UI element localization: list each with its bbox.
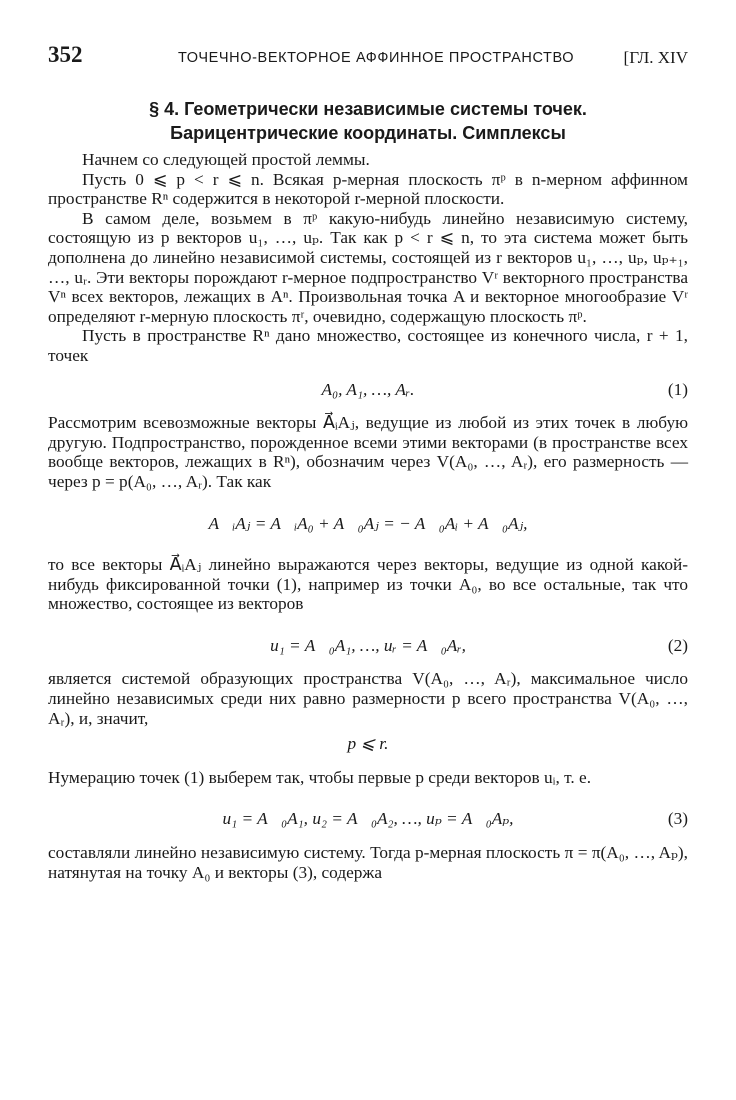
paragraph-lemma: Пусть 0 ⩽ p < r ⩽ n. Всякая p-мерная плоскость πᵖ в n-мерном аффинном пространстве Rⁿ содержится в некоторой r-мерной плоскости. [48,169,688,209]
equation-1 [48,380,688,400]
running-title: ТОЧЕЧНО-ВЕКТОРНОЕ АФФИННОЕ ПРОСТРАНСТВО [178,50,575,66]
page-header [48,42,688,76]
equation-3-body: u₁ = A⃗₀A₁, u₂ = A⃗₀A₂, …, uₚ = A⃗₀Aₚ, [222,809,514,829]
equation-2 [48,636,688,656]
body-text [48,150,688,882]
section-title-line-2: Барицентрические координаты. Симплексы [170,123,566,143]
equation-2-body: u₁ = A⃗₀A₁, …, uᵣ = A⃗₀Aᵣ, [270,635,466,655]
paragraph-generators: является системой образующих пространства V(A₀, …, Aᵣ), максимальное число линейно независимых среди них равно размерности p всего пространства V(A₀, …, Aᵣ), и, значит, [48,669,688,728]
section-title [48,97,688,145]
equation-1-number: (1) [667,379,688,399]
chapter-label: [ГЛ. XIV [623,48,688,67]
equation-inequality-body: p ⩽ r. [347,734,389,754]
paragraph-linear-expression: то все векторы A⃗ᵢAⱼ линейно выражаются через векторы, ведущие из одной какой-нибудь фиксированной точки (1), например из точки A₀, во все остальные, так что множество, состоящее из векторов [48,555,688,614]
equation-inequality [48,734,688,754]
section-title-line-1: § 4. Геометрически независимые системы точек. [149,99,587,119]
page-number: 352 [48,42,83,67]
equation-vector-identity [48,514,688,534]
paragraph-vectors: Рассмотрим всевозможные векторы A⃗ᵢAⱼ, ведущие из любой из этих точек в любую другую. Подпространство, порожденное всеми этими векторами (в пространстве всех вообще векторов, лежащих в Rⁿ), обозначим через V(A₀, …, Aᵣ), его размерность — через p = p(A₀, …, Aᵣ). Так как [48,413,688,491]
paragraph-numbering: Нумерацию точек (1) выберем так, чтобы первые p среди векторов uᵢ, т. е. [48,767,592,787]
equation-1-body: A₀, A₁, …, Aᵣ. [321,379,415,399]
paragraph-points: Пусть в пространстве Rⁿ дано множество, состоящее из конечного числа, r + 1, точек [48,326,688,365]
paragraph-intro: Начнем со следующей простой леммы. [82,150,370,169]
paragraph-proof: В самом деле, возьмем в πᵖ какую-нибудь линейно независимую систему, состоящую из p векторов u₁, …, uₚ. Так как p < r ⩽ n, то эта система может быть дополнена до линейно независимой системы, состоящей из r векторов u₁, …, uₚ, uₚ₊₁, …, uᵣ. Эти векторы порождают r-мерное подпространство Vʳ векторного пространства Vⁿ всех векторов, лежащих в Aⁿ. Произвольная точка A и векторное многообразие Vʳ определяют r-мерную плоскость πʳ, очевидно, содержащую плоскость πᵖ. [48,208,688,326]
equation-vector-identity-body: A⃗ᵢAⱼ = A⃗ᵢA₀ + A⃗₀Aⱼ = − A⃗₀Aᵢ + A⃗₀Aⱼ, [208,513,528,533]
paragraph-plane: составляли линейно независимую систему. Тогда p-мерная плоскость π = π(A₀, …, Aₚ), натянутая на точку A₀ и векторы (3), содержа [48,843,688,882]
equation-3 [48,809,688,829]
equation-3-number: (3) [667,809,688,829]
equation-2-number: (2) [667,635,688,655]
